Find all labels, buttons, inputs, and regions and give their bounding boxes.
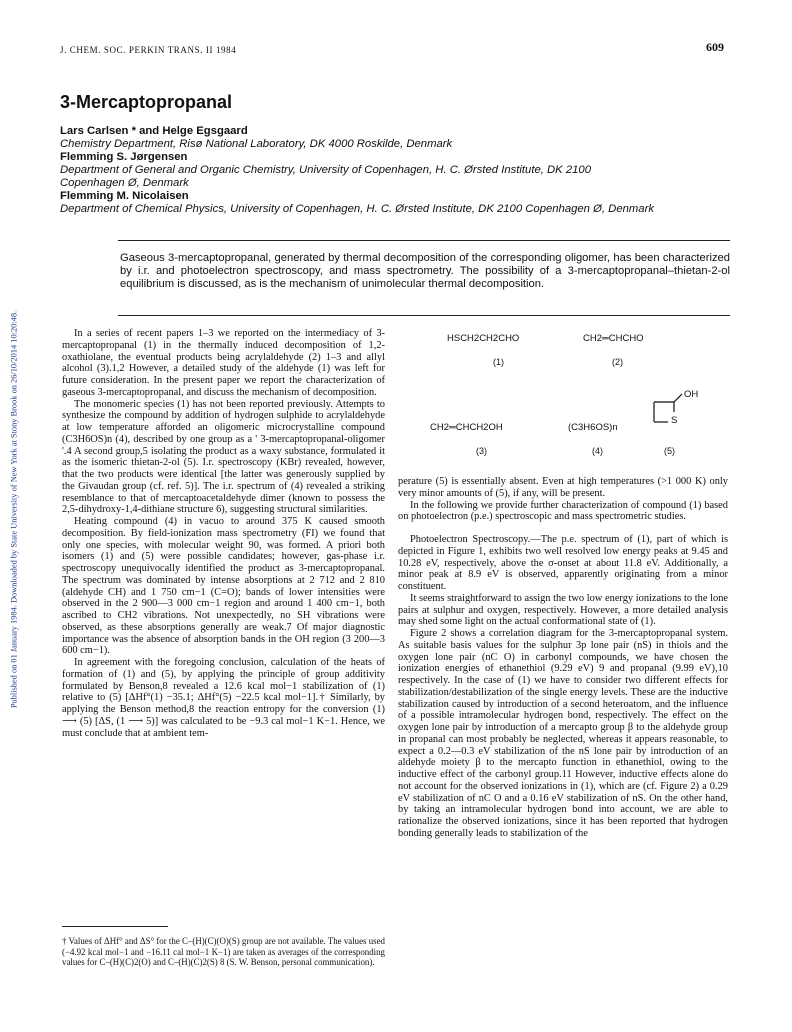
structure-4-label: (4) (592, 446, 603, 456)
structure-1-label: (1) (493, 357, 504, 367)
paragraph: Heating compound (4) in vacuo to around 375 K caused smooth decomposition. By field-ionization mass spectrometry (FI) we found that only one species, with molecular weight 90, was formed. A priori both isomers (1) and (5) were possible candidates; however, gas-phase i.r. spectroscopy unequivocally identified the product as 3-mercaptopropanal. The spectrum was dominated by intense absorptions at 2 712 and 2 810 (aldehyde CH) and 1 750 cm−1 (C=O); bands of lower intensities were observed in the 2 900—3 000 cm−1 region and around 1 400 cm−1, both ascribed to CH2 vibrations. Not unexpectedly, no SH vibrations were observed, as these absorptions generally are weak.7 Of major diagnostic importance was the absence of absorption bands in the OH region (3 200—3 600 cm−1). (62, 516, 385, 657)
paragraph: In agreement with the foregoing conclusion, calculation of the heats of formation of (1) and (5), by applying the principle of group additivity formulated by Benson,8 revealed a 12.6 kcal mol−1 stabilization of (1) relative to (5) [ΔHf°(1) −35.1; ΔHf°(5) −22.5 kcal mol−1].† Similarly, by applying the Benson method,8 the reaction entropy for the conversion (1) ⟶ (5) [ΔS, (1 ⟶ 5)] was calculated to be −9.3 cal mol−1 K−1. Hence, we must conclude that at ambient tem- (62, 657, 385, 739)
article-title: 3-Mercaptopropanal (60, 92, 233, 112)
abstract-top-rule (118, 240, 730, 241)
paragraph: The monomeric species (1) has not been reported previously. Attempts to synthesize the compound by addition of hydrogen sulphide to acrylaldehyde at low temperature afforded an oligomeric microcrystalline compound (C3H6OS)n (4), described by one group as a ' 3-mercaptopropanal-oligomer '.4 A second group,5 isolating the product as a waxy substance, formulated it as the isomeric thietan-2-ol (5). I.r. spectroscopy (KBr) revealed, however, that the two products were identical [the latter was generously supplied by the Givaudan group (cf. ref. 5)]. The i.r. spectrum of (4) revealed a striking resemblance to that of mercaptoacetaldehyde dimer (known to possess the 2,5-dihydroxy-1,4-dithiane structure 6), suggesting structural similarities. (62, 398, 385, 516)
structure-4-formula: (C3H6OS)n (568, 422, 618, 433)
author-block (60, 125, 740, 216)
footnote: † Values of ΔHf° and ΔS° for the C–(H)(C)(O)(S) group are not available. The values used (−4.92 kcal mol−1 and −16.11 cal mol−1 K−1) are taken as averages of the corresponding values for C–(H)(C)2(O) and C–(H)(C)2(S) 8 (S. W. Benson, personal communication). (62, 936, 385, 968)
paragraph: In the following we provide further characterization of compound (1) based on photoelectron (p.e.) spectroscopic and mass spectrometric studies. (398, 499, 728, 523)
author-affiliation: Department of General and Organic Chemistry, University of Copenhagen, H. C. Ørsted Institute, DK 2100 Copenhagen Ø, Denmark (60, 164, 591, 189)
structure-5-oh: OH (684, 389, 699, 400)
paragraph: It seems straightforward to assign the two low energy ionizations to the lone pairs at sulphur and oxygen, respectively. However, a more detailed analysis may shed some light on the actual conformational state of (1). (398, 592, 728, 628)
structure-5-s: S (671, 415, 678, 426)
structure-1-formula: HSCH2CH2CHO (447, 333, 520, 344)
author-names: Lars Carlsen * and Helge Egsgaard (60, 125, 248, 137)
page-number: 609 (706, 40, 724, 54)
structure-3-formula: CH2═CHCH2OH (430, 422, 503, 433)
author-names: Flemming M. Nicolaisen (60, 190, 189, 202)
journal-header: J. CHEM. SOC. PERKIN TRANS. II 1984 (60, 45, 237, 55)
author-names: Flemming S. Jørgensen (60, 151, 188, 163)
download-watermark: Published on 01 January 1984. Downloaded by State University of New York at Stony Brook on 26/10/2014 10:20:48. (9, 310, 19, 709)
footnote-rule (62, 926, 168, 927)
paragraph: Figure 2 shows a correlation diagram for the 3-mercaptopropanal system. As suitable basis values for the sulphur 3p lone pair (nS) in thiols and the oxygen lone pair (nC O) in carbonyl compounds, we have chosen the ionization energies of ethanethiol (9.29 eV) 9 and propanal (9.99 eV),10 respectively. In the case of (1) we have to consider two different effects for stabilization/destabilization of the single energy levels. These are the inductive stabilization caused by introduction of a second heteroatom, and the influence of a possible intramolecular hydrogen bond, respectively. The effect on the oxygen lone pair by introduction of a mercapto group β to the aldehyde group in propanal can most probably be neglected, whereas it appears reasonable, to expect a 0.2—0.3 eV stabilization of the nS lone pair by introduction of an aldehyde moiety β to the mercapto function in ethanethiol, owing to the inductive effect of the carbonyl group.11 However, inductive effects alone do not account for the observed ionizations in (1), which are (cf. Figure 2) a 0.29 eV stabilization of nC O and a 0.16 eV stabilization of nS. On the other hand, by taking an intramolecular hydrogen bond into account, we are able to rationalize the observed ionizations, since it has been reported that hydrogen bonding generally leads to stabilization of the (398, 628, 728, 839)
left-column (62, 328, 385, 739)
structure-2-label: (2) (612, 357, 623, 367)
structure-2-formula: CH2═CHCHO (583, 333, 644, 344)
structure-5-label: (5) (664, 446, 675, 456)
paragraph: In a series of recent papers 1–3 we reported on the intermediacy of 3-mercaptopropanal (1) in the thermally induced decomposition of 1,2-oxathiolane, the eventual products being acrylaldehyde (2) 1–3 and allyl alcohol (3).1,2 However, a detailed study of the aldehyde (1) was left for future consideration. In the present paper we report the characterization of gaseous 3-mercaptopropanal, and discuss the mechanism of decomposition. (62, 328, 385, 398)
abstract-bottom-rule (118, 315, 730, 316)
paragraph: perature (5) is essentially absent. Even at high temperatures (>1 000 K) only very minor amounts of (5), if any, will be present. (398, 476, 728, 499)
structure-3-label: (3) (476, 446, 487, 456)
abstract: Gaseous 3-mercaptopropanal, generated by thermal decomposition of the corresponding oligomer, has been characterized by i.r. and photoelectron spectroscopy, and mass spectrometry. The possibility of a 3-mercaptopropanal–thietan-2-ol equilibrium is discussed, as is the mechanism of unimolecular thermal decomposition. (120, 252, 730, 290)
paragraph: Photoelectron Spectroscopy.—The p.e. spectrum of (1), part of which is depicted in Figure 1, exhibits two well resolved low energy peaks at 9.45 and 10.28 eV, respectively, above the σ-onset at about 11.8 eV. Additionally, a minor peak at 8.9 eV is observed, apparently originating from a minor constituent. (398, 534, 728, 592)
author-affiliation: Chemistry Department, Risø National Laboratory, DK 4000 Roskilde, Denmark (60, 138, 453, 150)
author-affiliation: Department of Chemical Physics, University of Copenhagen, H. C. Ørsted Institute, DK 2100 Copenhagen Ø, Denmark (60, 203, 654, 215)
right-column (398, 476, 728, 840)
